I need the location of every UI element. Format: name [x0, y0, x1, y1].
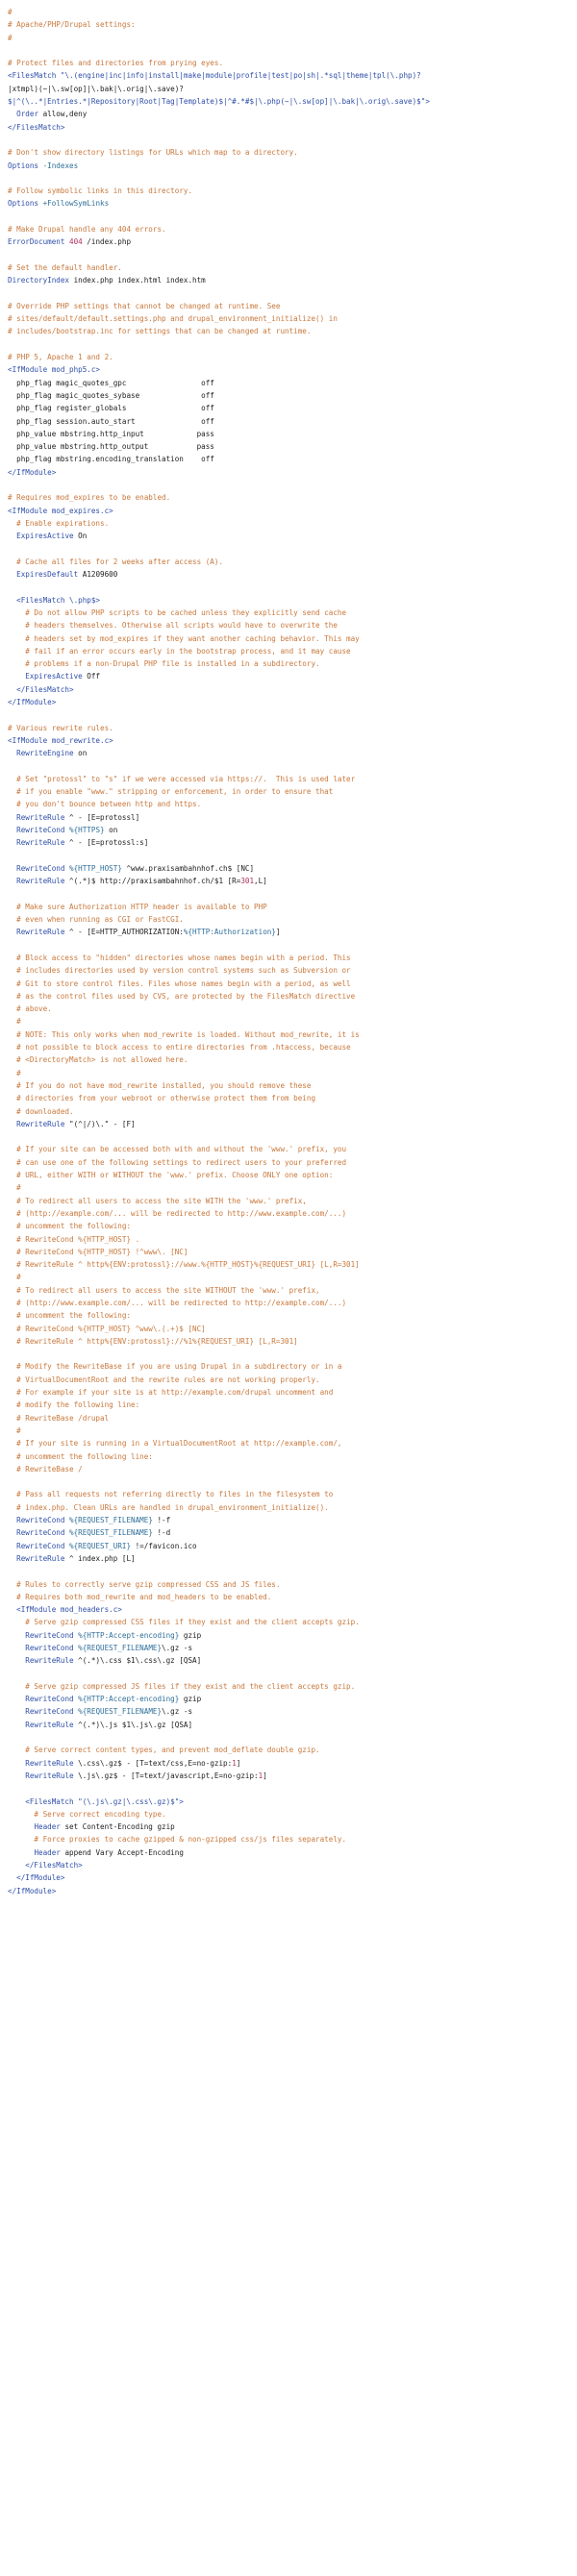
code-token: Options [8, 199, 39, 209]
code-token: RewriteRule [16, 1553, 65, 1563]
code-line: # [8, 1425, 21, 1435]
code-token: ^ - [E=protossl:s] [64, 838, 149, 848]
code-line [8, 1514, 569, 1526]
code-line: php_value mbstring.http_input pass [8, 429, 214, 438]
code-token [8, 1528, 16, 1537]
code-line [8, 1526, 569, 1539]
code-line: <FilesMatch "(\.js\.gz|\.css\.gz)$"> [8, 1796, 184, 1806]
code-line: # To redirect all users to access the site WITHOUT the 'www.' prefix, [8, 1285, 320, 1295]
code-token: RewriteRule [16, 928, 65, 937]
code-line [8, 1565, 569, 1577]
code-token: -Indexes [38, 161, 79, 170]
code-token: RewriteCond [16, 826, 65, 834]
code-line: # [8, 33, 13, 42]
code-line: # [8, 1183, 21, 1193]
code-line: # [8, 8, 13, 16]
code-line: # if you enable "www." stripping or enforcement, in order to ensure that [8, 787, 334, 797]
code-token [8, 864, 16, 873]
code-line: </FilesMatch> [8, 122, 65, 132]
code-line [8, 1757, 569, 1770]
code-token: A1209600 [78, 570, 118, 580]
code-token: Order [16, 110, 39, 119]
code-token: %{REQUEST_FILENAME} [73, 1707, 163, 1717]
code-token [8, 110, 16, 118]
code-line: <FilesMatch "\.(engine|inc|info|install|make|module|profile|test|po|sh|.*sql|theme|tpl(\.php)? [8, 71, 421, 81]
code-line: # To redirect all users to access the site WITH the 'www.' prefix, [8, 1196, 307, 1205]
code-token: 1 [258, 1771, 263, 1780]
code-line: # If your site is running in a VirtualDocumentRoot at http://example.com/, [8, 1439, 342, 1449]
code-line [8, 1719, 569, 1731]
code-token [8, 749, 16, 757]
code-line: # directories from your webroot or otherwise protect them from being [8, 1094, 316, 1103]
code-line: # index.php. Clean URLs are handled in drupal_environment_initialize(). [8, 1502, 329, 1512]
code-line: # uncomment the following: [8, 1311, 132, 1321]
code-line: <FilesMatch \.php$> [8, 595, 101, 605]
code-line: php_flag register_globals off [8, 404, 214, 413]
code-line [8, 862, 569, 875]
code-line: # as the control files used by CVS, are protected by the FilesMatch directive [8, 991, 356, 1001]
code-line: # Cache all files for 2 weeks after access (A). [8, 557, 224, 566]
code-line: </IfModule> [8, 1886, 57, 1895]
code-token: %{HTTP:Accept-encoding} [73, 1695, 180, 1704]
code-token: gzip [179, 1695, 202, 1704]
code-line [8, 287, 569, 300]
code-line: # Apache/PHP/Drupal settings: [8, 20, 136, 30]
code-line: # downloaded. [8, 1106, 74, 1116]
code-line [8, 1118, 569, 1130]
code-line [8, 1705, 569, 1718]
code-token: ^ index.php [L] [64, 1553, 136, 1563]
code-line: # above. [8, 1004, 52, 1014]
code-line: # RewriteBase /drupal [8, 1413, 110, 1423]
code-line: # <DirectoryMatch> is not allowed here. [8, 1055, 188, 1065]
code-line [8, 1552, 569, 1565]
code-line: # Rules to correctly serve gzip compressed CSS and JS files. [8, 1579, 281, 1589]
code-token [8, 928, 16, 936]
code-line: # headers set by mod_expires if they want another caching behavior. This may [8, 633, 360, 643]
code-line: <IfModule mod_expires.c> [8, 506, 113, 515]
code-token: %{REQUEST_FILENAME} [73, 1644, 163, 1652]
code-token: ^ - [E=protossl] [64, 812, 140, 822]
code-token [8, 826, 16, 834]
code-line [8, 338, 569, 351]
code-token: ,L] [254, 877, 267, 886]
code-token [8, 1848, 34, 1857]
code-line [8, 760, 569, 773]
code-line: # URL, either WITH or WITHOUT the 'www.' prefix. Choose ONLY one option: [8, 1171, 334, 1180]
code-line [8, 479, 569, 491]
code-token: ^ - [E=HTTP_AUTHORIZATION: [64, 928, 184, 937]
code-token: RewriteRule [25, 1656, 74, 1666]
code-line [8, 824, 569, 836]
code-line: # [8, 1273, 21, 1282]
code-token: %{REQUEST_FILENAME} [64, 1528, 153, 1538]
code-token: ^(.*)\.css $1\.css\.gz [QSA] [73, 1656, 202, 1666]
code-line: # Make sure Authorization HTTP header is available to PHP [8, 902, 267, 911]
code-line: php_flag session.auto_start off [8, 416, 214, 426]
code-line: # RewriteBase / [8, 1464, 83, 1474]
code-token: RewriteCond [16, 1528, 65, 1538]
code-line [8, 708, 569, 721]
code-token [8, 1542, 16, 1550]
code-token: RewriteRule [25, 1720, 74, 1729]
code-line: # VirtualDocumentRoot and the rewrite rules are not working properly. [8, 1375, 320, 1384]
code-token: RewriteCond [16, 863, 65, 873]
code-token: !-f [152, 1516, 171, 1525]
code-line: # Requires both mod_rewrite and mod_headers to be enabled. [8, 1592, 272, 1601]
code-line [8, 568, 569, 581]
code-line: |xtmpl)(~|\.sw[op]|\.bak|\.orig|\.save)? [8, 84, 184, 93]
code-line [8, 1821, 569, 1833]
code-token [8, 1771, 25, 1780]
code-line: # (http://example.com/... will be redirected to http://www.example.com/...) [8, 1208, 347, 1218]
code-line [8, 875, 569, 887]
code-token: %{HTTP:Authorization} [183, 928, 276, 937]
code-line: # (http://www.example.com/... will be redirected to http://example.com/...) [8, 1298, 347, 1307]
code-line: # Requires mod_expires to be enabled. [8, 493, 171, 503]
code-token: Off [82, 672, 101, 681]
code-token: gzip [179, 1630, 202, 1640]
code-line [8, 1668, 569, 1680]
code-token [8, 1707, 25, 1716]
code-token: RewriteCond [25, 1630, 74, 1640]
code-line: # Protect files and directories from prying eyes. [8, 59, 224, 68]
code-line [8, 1540, 569, 1552]
code-token [8, 813, 16, 822]
code-line: # includes directories used by version control systems such as Subversion or [8, 966, 351, 976]
code-token: ] [263, 1771, 267, 1780]
code-token: ] [275, 928, 281, 937]
code-line: # If your site can be accessed both with and without the 'www.' prefix, you [8, 1145, 347, 1154]
code-line [8, 530, 569, 542]
code-token: Header [34, 1847, 61, 1857]
code-line: # Set "protossl" to "s" if we were accessed via https://. This is used later [8, 774, 356, 783]
code-line: # headers themselves. Otherwise all scripts would have to overwrite the [8, 621, 338, 631]
code-line: # Serve correct content types, and prevent mod_deflate double gzip. [8, 1746, 320, 1755]
code-token [8, 1656, 25, 1665]
code-token: RewriteCond [25, 1644, 74, 1652]
code-line [8, 1731, 569, 1744]
code-token [8, 672, 25, 681]
code-line [8, 211, 569, 223]
code-line: # [8, 1068, 21, 1077]
code-line: # you don't bounce between http and https. [8, 800, 202, 809]
code-line [8, 747, 569, 759]
code-line [8, 197, 569, 210]
code-line: # Force proxies to cache gzipped & non-gzipped css/js files separately. [8, 1835, 347, 1845]
code-token: RewriteRule [16, 812, 65, 822]
code-line [8, 1130, 569, 1143]
code-line: # For example if your site is at http://example.com/drupal uncomment and [8, 1388, 334, 1398]
code-line: # If you do not have mod_rewrite installed, you should remove these [8, 1080, 312, 1090]
code-token [8, 838, 16, 847]
code-line [8, 160, 569, 172]
code-token [8, 1631, 25, 1640]
code-line: # Set the default handler. [8, 262, 122, 272]
code-line [8, 1642, 569, 1654]
code-token: RewriteRule [25, 1758, 74, 1768]
code-token: ^(.*)\.js $1\.js\.gz [QSA] [73, 1720, 193, 1729]
code-token: RewriteRule [16, 877, 65, 886]
code-token [8, 1759, 25, 1768]
code-token: RewriteCond [16, 1541, 65, 1550]
code-line: # [8, 1017, 21, 1027]
code-line: # NOTE: This only works when mod_rewrite is loaded. Without mod_rewrite, it is [8, 1029, 360, 1039]
code-token: RewriteCond [25, 1707, 74, 1717]
code-line: # Block access to "hidden" directories whose names begin with a period. This [8, 953, 351, 962]
code-line: # Don't show directory listings for URLs which map to a directory. [8, 148, 298, 158]
code-token: DirectoryIndex [8, 276, 70, 285]
code-token: \.gz -s [162, 1707, 193, 1717]
code-line [8, 249, 569, 261]
code-token: index.php index.html index.htm [69, 276, 206, 285]
code-token: ExpiresActive [16, 532, 74, 541]
code-line [8, 235, 569, 248]
code-token [8, 1822, 34, 1831]
code-line [8, 1846, 569, 1859]
code-line [8, 1475, 569, 1488]
code-line: <IfModule mod_php5.c> [8, 365, 101, 375]
code-line: </FilesMatch> [8, 1861, 83, 1870]
code-token [8, 532, 16, 540]
code-token: %{HTTPS} [64, 826, 105, 834]
code-token: ExpiresActive [25, 672, 83, 681]
code-token [8, 570, 16, 579]
code-line [8, 887, 569, 900]
code-token: ^(.*)$ http://praxisambahnhof.ch/$1 [R= [64, 877, 241, 886]
code-line: # Serve gzip compressed CSS files if they exist and the client accepts gzip. [8, 1618, 360, 1627]
code-line [8, 811, 569, 824]
code-line: php_value mbstring.http_output pass [8, 442, 214, 452]
code-line [8, 134, 569, 146]
code-line [8, 670, 569, 682]
code-token: Options [8, 161, 39, 170]
code-token: RewriteRule [16, 1119, 65, 1128]
code-line: </IfModule> [8, 698, 57, 707]
code-line: # sites/default/default.settings.php and drupal_environment_initialize() in [8, 314, 338, 324]
code-token: ] [236, 1758, 241, 1768]
code-token: RewriteEngine [16, 749, 74, 758]
code-line: </IfModule> [8, 467, 57, 477]
code-line: # Follow symbolic links in this directory. [8, 186, 193, 196]
code-line: # RewriteCond %{HTTP_HOST} ^www\.(.+)$ [NC] [8, 1324, 206, 1333]
code-line [8, 1654, 569, 1667]
code-line [8, 1770, 569, 1782]
code-line: # problems if a non-Drupal PHP file is installed in a subdirectory. [8, 659, 320, 669]
code-line: $|^(\..*|Entries.*|Repository|Root|Tag|Template)$|^#.*#$|\.php(~|\.sw[op]|\.bak|\.orig\.save)$"> [8, 97, 430, 107]
code-token: RewriteCond [16, 1516, 65, 1525]
code-token: !=/favicon.ico [131, 1541, 197, 1550]
code-line [8, 542, 569, 555]
code-token: ErrorDocument [8, 237, 65, 247]
code-token: \.css\.gz$ - [T=text/css,E=no-gzip: [73, 1758, 233, 1768]
code-line [8, 939, 569, 952]
code-line: </IfModule> [8, 1873, 65, 1883]
code-line: # Git to store control files. Files whose names begin with a period, as well [8, 978, 351, 988]
code-line: # Modify the RewriteBase if you are using Drupal in a subdirectory or in a [8, 1362, 342, 1372]
code-line [8, 44, 569, 57]
code-token [8, 1554, 16, 1563]
code-token: on [73, 749, 88, 758]
code-line: # Serve correct encoding type. [8, 1809, 166, 1819]
code-line [8, 1348, 569, 1360]
code-line: # Pass all requests not referring directly to files in the filesystem to [8, 1490, 334, 1499]
code-token: \.gz -s [162, 1644, 193, 1652]
code-line: # RewriteRule ^ http%{ENV:protossl}://www.%{HTTP_HOST}%{REQUEST_URI} [L,R=301] [8, 1260, 360, 1270]
code-line: # Serve gzip compressed JS files if they exist and the client accepts gzip. [8, 1681, 356, 1691]
code-token: on [104, 826, 118, 834]
code-token: %{REQUEST_URI} [64, 1541, 132, 1550]
code-token: RewriteRule [16, 838, 65, 848]
code-token: %{HTTP:Accept-encoding} [73, 1630, 180, 1640]
code-line: # uncomment the following line: [8, 1451, 153, 1461]
code-token: \.js\.gz$ - [T=text/javascript,E=no-gzip: [73, 1771, 259, 1780]
code-token: "(^|/)\." - [F] [64, 1119, 136, 1128]
code-token: !-d [152, 1528, 171, 1538]
code-token: On [73, 532, 88, 541]
code-token: /index.php [82, 237, 132, 247]
code-token: ExpiresDefault [16, 570, 79, 580]
code-line [8, 926, 569, 938]
code-line [8, 850, 569, 862]
code-token: ^www.praxisambahnhof.ch$ [NC] [121, 863, 255, 873]
code-line: # PHP 5, Apache 1 and 2. [8, 353, 113, 362]
code-line: # uncomment the following: [8, 1222, 132, 1231]
code-token: 1 [232, 1758, 237, 1768]
code-token: %{HTTP_HOST} [64, 863, 122, 873]
code-line [8, 172, 569, 185]
code-token: Header [34, 1822, 61, 1832]
code-line: php_flag mbstring.encoding_translation off [8, 455, 214, 464]
code-line: <IfModule mod_rewrite.c> [8, 735, 113, 745]
code-line: php_flag magic_quotes_gpc off [8, 378, 214, 387]
code-line: </FilesMatch> [8, 684, 74, 694]
code-line: # includes/bootstrap.inc for settings that can be changed at runtime. [8, 327, 312, 336]
code-line: # Make Drupal handle any 404 errors. [8, 225, 166, 235]
code-line: # not possible to block access to entire directories from .htaccess, because [8, 1043, 351, 1053]
code-token: allow,deny [38, 110, 88, 119]
code-line: # Various rewrite rules. [8, 723, 113, 732]
code-line [8, 1782, 569, 1795]
code-line: # Override PHP settings that cannot be changed at runtime. See [8, 301, 281, 310]
code-token: RewriteRule [25, 1771, 74, 1780]
code-token: RewriteCond [25, 1695, 74, 1704]
code-line: # can use one of the following settings to redirect users to your preferred [8, 1157, 347, 1167]
code-line: # Do not allow PHP scripts to be cached unless they explicitly send cache [8, 607, 347, 617]
code-line: # even when running as CGI or FastCGI. [8, 915, 184, 925]
code-line [8, 581, 569, 593]
code-token [8, 1120, 16, 1128]
code-token [8, 1516, 16, 1524]
code-line [8, 274, 569, 286]
code-token: +FollowSymLinks [38, 199, 110, 209]
code-line: # modify the following line: [8, 1400, 140, 1410]
code-token: set Content-Encoding gzip [60, 1822, 175, 1832]
code-token [8, 1695, 25, 1703]
code-line: # Enable expirations. [8, 518, 110, 528]
code-line [8, 108, 569, 120]
code-line [8, 836, 569, 849]
code-line [8, 1629, 569, 1642]
code-token: 301 [240, 877, 255, 886]
code-line: # RewriteRule ^ http%{ENV:protossl}://%1%{REQUEST_URI} [L,R=301] [8, 1336, 298, 1346]
code-token [8, 1644, 25, 1652]
code-line [8, 1693, 569, 1705]
code-line: php_flag magic_quotes_sybase off [8, 390, 214, 400]
code-line: # fail if an error occurs early in the bootstrap process, and it may cause [8, 646, 351, 656]
code-token: %{REQUEST_FILENAME} [64, 1516, 153, 1525]
code-token [8, 877, 16, 885]
code-token: append Vary Accept-Encoding [60, 1847, 184, 1857]
code-token [8, 1721, 25, 1729]
code-token: 404 [64, 237, 83, 247]
code-line: # RewriteCond %{HTTP_HOST} . [8, 1234, 140, 1244]
code-line: <IfModule mod_headers.c> [8, 1605, 122, 1615]
code-line: # RewriteCond %{HTTP_HOST} !^www\. [NC] [8, 1247, 188, 1256]
